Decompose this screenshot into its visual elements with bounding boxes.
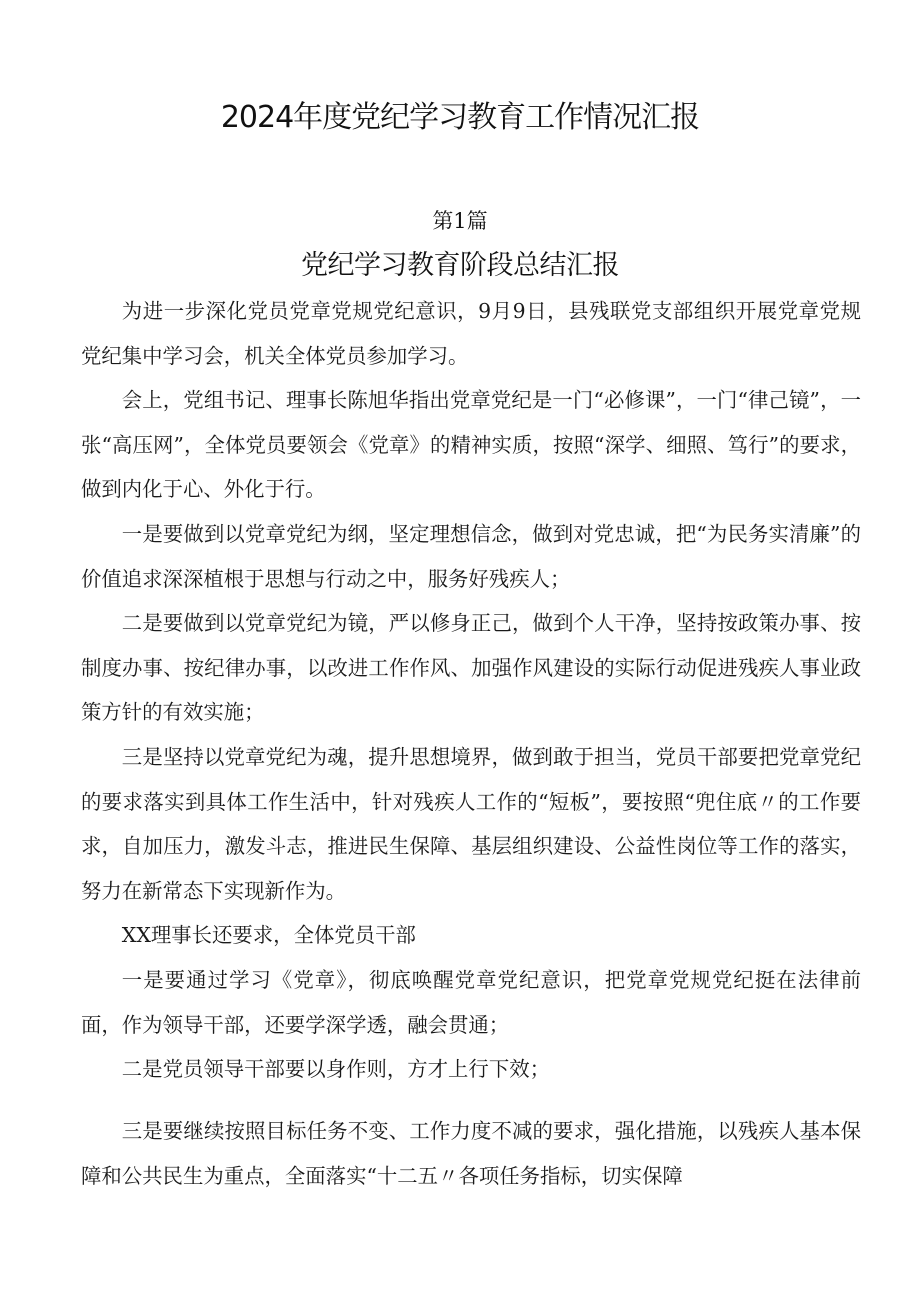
paragraph: XX理事长还要求，全体党员干部 xyxy=(121,923,416,948)
paragraph: 二是党员领导干部要以身作则，方才上行下效； xyxy=(121,1057,550,1082)
paragraph: 一是要做到以党章党纪为纲，坚定理想信念，做到对党忠诚，把“为民务实清廉”的价值追求深深植根于思想与行动之中，服务好残疾人； xyxy=(81,521,861,591)
paragraph: 会上，党组书记、理事长陈旭华指出党章党纪是一门“必修课”，一门“律己镜”，一张“高压网”，全体党员要领会《党章》的精神实质，按照“深学、细照、笃行”的要求，做到内化于心、外化于行。 xyxy=(81,388,861,502)
paragraph: 三是坚持以党章党纪为魂，提升思想境界，做到敢于担当，党员干部要把党章党纪的要求落实到具体工作生活中，针对残疾人工作的“短板”，要按照“兜住底〃的工作要求，自加压力，激发斗志，推进民生保障、基层组织建设、公益性岗位等工作的落实，努力在新常态下实现新作为。 xyxy=(81,744,861,903)
paragraph: 为进一步深化党员党章党规党纪意识，9月9日，县残联党支部组织开展党章党规党纪集中学习会，机关全体党员参加学习。 xyxy=(81,299,861,368)
document-title: 2024年度党纪学习教育工作情况汇报 xyxy=(220,100,700,135)
section-number: 第1篇 xyxy=(432,209,488,233)
paragraph: 三是要继续按照目标任务不变、工作力度不减的要求，强化措施，以残疾人基本保障和公共民生为重点，全面落实“十二五〃各项任务指标，切实保障 xyxy=(81,1119,861,1188)
paragraph: 一是要通过学习《党章》，彻底唤醒党章党纪意识，把党章党规党纪挺在法律前面，作为领导干部，还要学深学透，融会贯通； xyxy=(81,967,861,1037)
paragraph: 二是要做到以党章党纪为镜，严以修身正己，做到个人干净，坚持按政策办事、按制度办事、按纪律办事，以改进工作作风、加强作风建设的实际行动促进残疾人事业政策方针的有效实施； xyxy=(81,611,861,725)
document-body-continued xyxy=(81,1109,861,1198)
document-body xyxy=(81,289,861,1092)
section-title: 党纪学习教育阶段总结汇报 xyxy=(301,250,619,281)
